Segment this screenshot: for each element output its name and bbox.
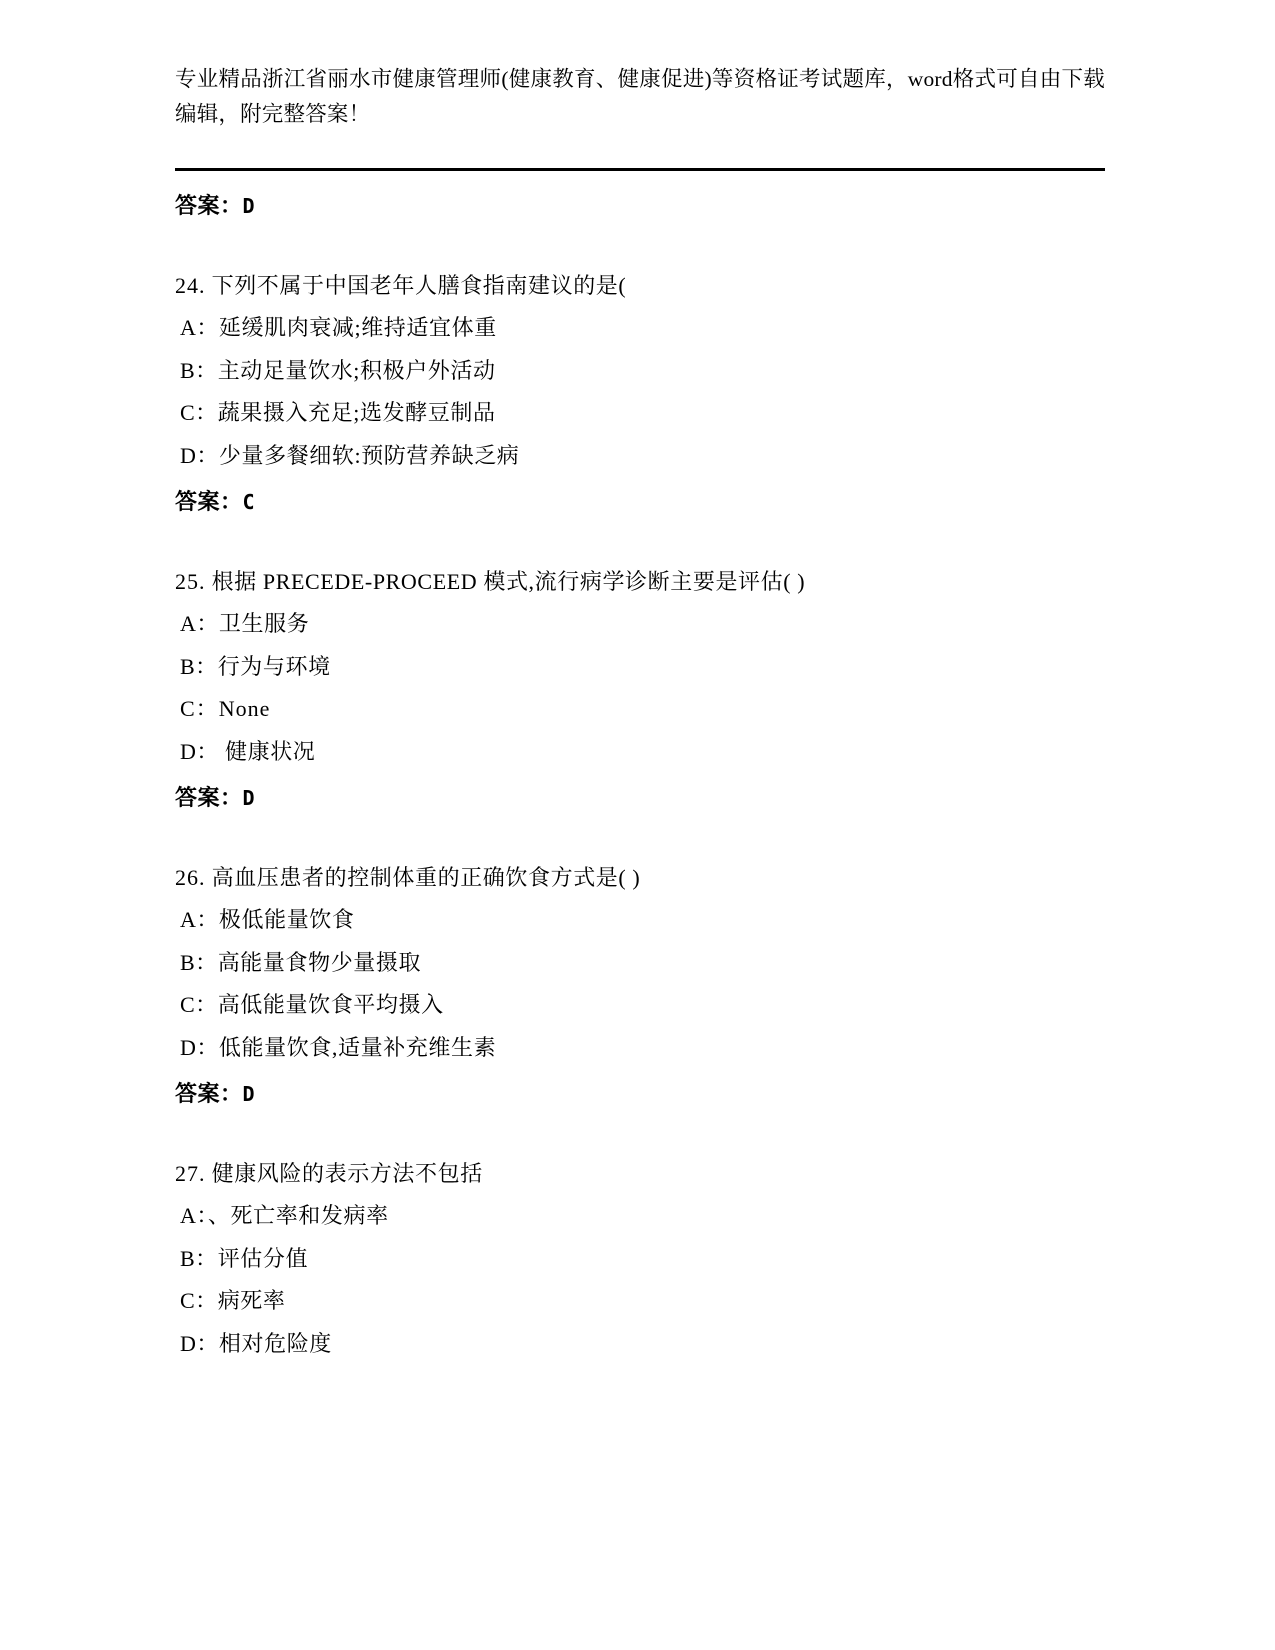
option-row xyxy=(180,738,1105,767)
option-label: C： xyxy=(180,1288,218,1314)
option-label: B： xyxy=(180,1245,218,1271)
option-label: A： xyxy=(180,611,219,637)
option-text: 延缓肌肉衰减;维持适宜体重 xyxy=(218,315,497,341)
answer-line-top xyxy=(175,189,1105,220)
question-block xyxy=(175,864,1105,1108)
option-text: 评估分值 xyxy=(217,1245,309,1271)
option-text: 相对危险度 xyxy=(218,1330,332,1356)
answer-value: D xyxy=(242,785,255,810)
option-row xyxy=(180,1245,1105,1274)
option-label: A： xyxy=(180,907,219,933)
option-text: 卫生服务 xyxy=(218,611,310,637)
answer-label: 答案： xyxy=(175,784,243,810)
option-label: A： xyxy=(180,1203,208,1229)
question-number: 26. xyxy=(175,864,206,890)
question-stem xyxy=(175,568,1105,597)
answer-value: D xyxy=(242,193,255,218)
option-text: 少量多餐细软:预防营养缺乏病 xyxy=(218,443,520,469)
option-label: B： xyxy=(180,357,218,383)
option-text: 蔬果摄入充足;选发酵豆制品 xyxy=(217,400,496,426)
answer-value: D xyxy=(242,1081,255,1106)
option-text: None xyxy=(218,696,271,722)
option-label: C： xyxy=(180,992,218,1018)
option-row xyxy=(180,314,1105,343)
answer-label: 答案： xyxy=(175,1080,243,1106)
question-text: 根据 PRECEDE-PROCEED 模式,流行病学诊断主要是评估( ) xyxy=(211,568,806,594)
question-block xyxy=(175,568,1105,812)
option-row xyxy=(180,653,1105,682)
option-label: D： xyxy=(180,739,219,764)
option-label: C： xyxy=(180,400,218,426)
question-number: 25. xyxy=(175,568,206,594)
answer-value: C xyxy=(242,489,255,514)
option-label: B： xyxy=(180,949,218,975)
option-text: 主动足量饮水;积极户外活动 xyxy=(217,357,496,383)
option-row xyxy=(180,1034,1105,1063)
option-label: B： xyxy=(180,653,218,679)
question-block xyxy=(175,1160,1105,1359)
option-row xyxy=(180,906,1105,935)
option-row xyxy=(180,949,1105,978)
option-text: 病死率 xyxy=(217,1288,286,1314)
question-number: 24. xyxy=(175,272,206,298)
option-label: D： xyxy=(180,443,219,469)
option-text: 高低能量饮食平均摄入 xyxy=(217,992,444,1018)
option-row xyxy=(180,399,1105,428)
option-row xyxy=(180,442,1105,471)
option-text: 极低能量饮食 xyxy=(218,907,355,933)
question-stem xyxy=(175,1160,1105,1189)
option-row xyxy=(180,1330,1105,1359)
option-text: 、死亡率和发病率 xyxy=(207,1203,389,1229)
option-row xyxy=(180,695,1105,724)
question-text: 高血压患者的控制体重的正确饮食方式是( ) xyxy=(211,864,641,890)
option-label: C： xyxy=(180,696,219,722)
header-divider xyxy=(175,168,1105,171)
question-block xyxy=(175,272,1105,516)
option-row xyxy=(180,991,1105,1020)
question-text: 下列不属于中国老年人膳食指南建议的是( xyxy=(211,272,627,298)
answer-line xyxy=(175,781,1105,812)
question-number: 27. xyxy=(175,1160,206,1186)
option-text: 低能量饮食,适量补充维生素 xyxy=(218,1034,497,1060)
option-label: D： xyxy=(180,1034,219,1060)
question-stem xyxy=(175,272,1105,301)
answer-label: 答案： xyxy=(175,192,243,218)
option-text: 健康状况 xyxy=(218,739,316,764)
option-text: 高能量食物少量摄取 xyxy=(217,949,422,975)
question-text: 健康风险的表示方法不包括 xyxy=(211,1160,483,1186)
option-row xyxy=(180,1202,1105,1231)
page-header: 专业精品浙江省丽水市健康管理师(健康教育、健康促进)等资格证考试题库，word格式可自由下载编辑，附完整答案！ xyxy=(175,67,1105,126)
answer-line xyxy=(175,485,1105,516)
option-row xyxy=(180,357,1105,386)
answer-line xyxy=(175,1077,1105,1108)
option-label: D： xyxy=(180,1330,219,1356)
option-label: A： xyxy=(180,315,219,341)
option-row xyxy=(180,1287,1105,1316)
option-text: 行为与环境 xyxy=(217,653,331,679)
option-row xyxy=(180,610,1105,639)
question-stem xyxy=(175,864,1105,893)
answer-label: 答案： xyxy=(175,488,243,514)
